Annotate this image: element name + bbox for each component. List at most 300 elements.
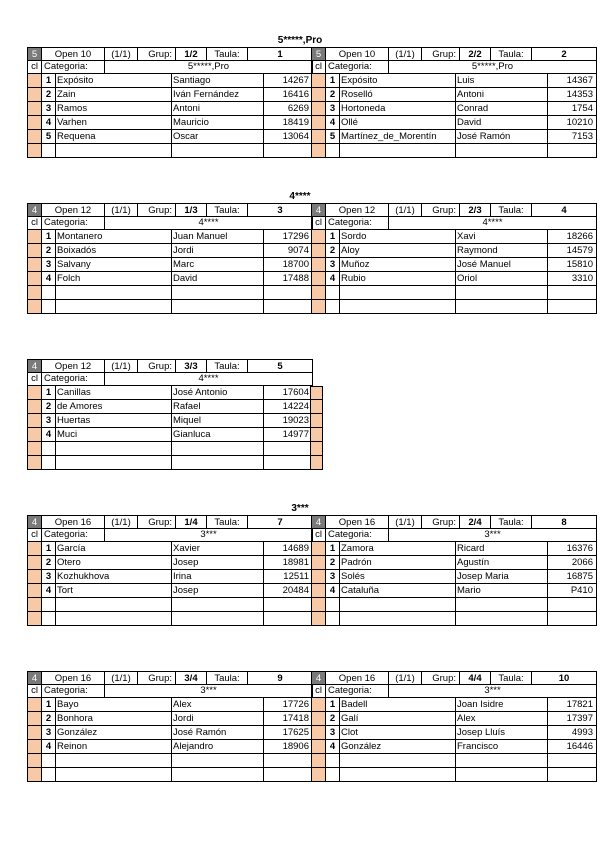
player-name: Josep Maria xyxy=(456,570,548,583)
player-number xyxy=(42,300,56,313)
player-number: 2 xyxy=(42,712,56,725)
classification-cell[interactable] xyxy=(28,230,42,243)
player-number: 2 xyxy=(326,88,340,101)
player-number: 5 xyxy=(42,130,56,143)
taula-value: 5 xyxy=(277,360,283,372)
player-id: 14367 xyxy=(566,75,593,86)
player-name xyxy=(172,598,264,611)
classification-cell[interactable] xyxy=(312,754,326,767)
classification-cell[interactable] xyxy=(312,726,326,739)
player-row xyxy=(311,244,597,258)
player-id: 17488 xyxy=(282,273,309,284)
classification-cell[interactable] xyxy=(28,570,42,583)
classification-cell[interactable] xyxy=(28,598,42,611)
classification-cell[interactable] xyxy=(312,88,326,101)
player-row xyxy=(311,598,597,612)
player-id xyxy=(548,300,596,313)
player-surname: Kozhukhova xyxy=(56,570,172,583)
player-name xyxy=(172,768,264,781)
category-row xyxy=(27,685,313,698)
categoria-label: Categoria: xyxy=(42,61,105,73)
player-row xyxy=(311,712,597,726)
classification-cell[interactable] xyxy=(312,584,326,597)
player-id: 17418 xyxy=(282,713,309,724)
player-name xyxy=(172,612,264,625)
grup-value: 2/4 xyxy=(460,516,491,528)
player-name: Josep Lluís xyxy=(456,726,548,739)
player-surname xyxy=(340,768,456,781)
player-number: 1 xyxy=(42,698,56,711)
player-surname: González xyxy=(56,726,172,739)
player-name: Jordi xyxy=(172,244,264,257)
player-number xyxy=(326,598,340,611)
player-number: 2 xyxy=(326,712,340,725)
player-surname: Varhen xyxy=(56,116,172,129)
player-row xyxy=(27,400,313,414)
player-name: Gianluca xyxy=(172,428,264,441)
classification-cell[interactable] xyxy=(312,698,326,711)
player-id: 14267 xyxy=(282,75,309,86)
taula-value: 10 xyxy=(558,672,570,684)
player-surname: Rubio xyxy=(340,272,456,285)
player-name xyxy=(456,300,548,313)
player-surname xyxy=(56,144,172,157)
classification-cell[interactable] xyxy=(28,102,42,115)
player-name: Ricard xyxy=(456,542,548,555)
level-number: 4 xyxy=(28,360,42,372)
player-name: Juan Manuel xyxy=(172,230,264,243)
group-header xyxy=(311,47,597,61)
group-table xyxy=(27,671,313,782)
player-row xyxy=(27,244,313,258)
player-id xyxy=(264,144,312,157)
player-name: José Ramón xyxy=(456,130,548,143)
cl-label: cl xyxy=(28,529,42,541)
classification-cell[interactable] xyxy=(312,768,326,781)
player-row xyxy=(27,230,313,244)
classification-cell[interactable] xyxy=(28,400,42,413)
classification-cell[interactable] xyxy=(28,130,42,143)
player-id: 19023 xyxy=(282,415,309,426)
classification-cell[interactable] xyxy=(312,598,326,611)
player-surname: Padrón xyxy=(340,556,456,569)
player-name: Luis xyxy=(456,74,548,87)
player-surname: Martínez_de_Morentín xyxy=(340,130,456,143)
player-id: 17296 xyxy=(282,231,309,242)
player-name: Agustín xyxy=(456,556,548,569)
player-row xyxy=(27,740,313,754)
player-number: 1 xyxy=(42,74,56,87)
categoria-label: Categoria: xyxy=(326,217,389,229)
classification-cell[interactable] xyxy=(28,272,42,285)
player-surname xyxy=(56,612,172,625)
open-label: Open 16 xyxy=(326,672,389,684)
player-row xyxy=(311,698,597,712)
player-id xyxy=(548,286,596,299)
classification-cell[interactable] xyxy=(312,272,326,285)
player-id: 14579 xyxy=(566,245,593,256)
player-id xyxy=(264,300,312,313)
category-row xyxy=(311,217,597,230)
classification-cell[interactable] xyxy=(312,542,326,555)
player-row xyxy=(27,556,313,570)
player-id xyxy=(548,144,596,157)
side-cell[interactable] xyxy=(310,400,323,414)
level-number: 4 xyxy=(28,204,42,216)
player-name: José Ramón xyxy=(172,726,264,739)
player-surname xyxy=(56,286,172,299)
player-surname xyxy=(340,754,456,767)
level-number: 5 xyxy=(28,48,42,60)
player-surname: Ollé xyxy=(340,116,456,129)
level-number: 4 xyxy=(312,204,326,216)
player-name: Xavi xyxy=(456,230,548,243)
classification-cell[interactable] xyxy=(312,230,326,243)
player-id: 14977 xyxy=(282,429,309,440)
player-surname xyxy=(56,300,172,313)
grup-value: 1/3 xyxy=(176,204,207,216)
player-id xyxy=(264,598,312,611)
classification-cell[interactable] xyxy=(28,456,42,469)
player-id: 17625 xyxy=(282,727,309,738)
player-number: 3 xyxy=(326,102,340,115)
player-surname xyxy=(56,768,172,781)
player-number: 4 xyxy=(326,584,340,597)
player-number xyxy=(42,598,56,611)
player-number: 2 xyxy=(42,400,56,413)
categoria-label: Categoria: xyxy=(326,61,389,73)
player-surname: Muñoz xyxy=(340,258,456,271)
player-surname: Canillas xyxy=(56,386,172,399)
player-number: 1 xyxy=(326,230,340,243)
cl-label: cl xyxy=(28,373,42,385)
player-id: 17397 xyxy=(566,713,593,724)
classification-cell[interactable] xyxy=(28,442,42,455)
player-number: 4 xyxy=(326,116,340,129)
classification-cell[interactable] xyxy=(312,74,326,87)
player-row xyxy=(27,300,313,314)
player-number xyxy=(42,456,56,469)
player-name xyxy=(456,754,548,767)
player-name: Rafael xyxy=(172,400,264,413)
grup-label: Grup: xyxy=(138,672,176,684)
player-id: 18700 xyxy=(282,259,309,270)
classification-cell[interactable] xyxy=(312,102,326,115)
classification-cell[interactable] xyxy=(312,244,326,257)
classification-cell[interactable] xyxy=(28,754,42,767)
categoria-value: 4**** xyxy=(482,217,503,228)
player-name: Josep xyxy=(172,584,264,597)
categoria-value: 5*****,Pro xyxy=(471,61,514,72)
grup-label: Grup: xyxy=(138,48,176,60)
categoria-value: 3*** xyxy=(484,529,501,540)
player-id xyxy=(264,754,312,767)
player-row xyxy=(27,456,313,470)
group-header xyxy=(311,515,597,529)
grup-label: Grup: xyxy=(422,48,460,60)
classification-cell[interactable] xyxy=(312,130,326,143)
player-id: 9074 xyxy=(287,245,309,256)
taula-value: 9 xyxy=(277,672,283,684)
player-row xyxy=(27,698,313,712)
classification-cell[interactable] xyxy=(28,74,42,87)
classification-cell[interactable] xyxy=(28,300,42,313)
player-number: 3 xyxy=(42,258,56,271)
player-number: 1 xyxy=(42,230,56,243)
classification-cell[interactable] xyxy=(28,698,42,711)
player-number: 4 xyxy=(42,428,56,441)
player-row xyxy=(27,130,313,144)
fraction-label: (1/1) xyxy=(105,516,138,528)
group-header xyxy=(27,47,313,61)
player-row xyxy=(311,116,597,130)
categoria-value: 3*** xyxy=(484,685,501,696)
classification-cell[interactable] xyxy=(28,144,42,157)
classification-cell[interactable] xyxy=(312,740,326,753)
section-title: 3*** xyxy=(291,503,309,514)
level-number: 5 xyxy=(312,48,326,60)
taula-value: 2 xyxy=(561,48,567,60)
classification-cell[interactable] xyxy=(28,726,42,739)
player-surname: de Amores xyxy=(56,400,172,413)
player-id: 1754 xyxy=(571,103,593,114)
player-surname xyxy=(340,612,456,625)
classification-cell[interactable] xyxy=(312,300,326,313)
player-row xyxy=(27,754,313,768)
classification-cell[interactable] xyxy=(28,244,42,257)
player-name: Alex xyxy=(456,712,548,725)
player-row xyxy=(27,88,313,102)
player-name xyxy=(172,754,264,767)
player-row xyxy=(311,300,597,314)
player-id: 16376 xyxy=(566,543,593,554)
player-row xyxy=(27,258,313,272)
open-label: Open 16 xyxy=(42,516,105,528)
player-id: 12511 xyxy=(283,571,309,582)
fraction-label: (1/1) xyxy=(105,360,138,372)
group-table xyxy=(311,203,597,314)
classification-cell[interactable] xyxy=(312,612,326,625)
player-id xyxy=(548,612,596,625)
cl-label: cl xyxy=(312,529,326,541)
category-row xyxy=(27,529,313,542)
open-label: Open 10 xyxy=(42,48,105,60)
side-cell[interactable] xyxy=(310,386,323,400)
categoria-label: Categoria: xyxy=(326,685,389,697)
cl-label: cl xyxy=(28,217,42,229)
player-id: 6269 xyxy=(287,103,309,114)
player-number: 2 xyxy=(42,88,56,101)
player-name xyxy=(172,286,264,299)
player-id: 14689 xyxy=(282,543,309,554)
level-number: 4 xyxy=(312,672,326,684)
group-table xyxy=(27,515,313,626)
grup-label: Grup: xyxy=(422,204,460,216)
player-surname xyxy=(56,598,172,611)
player-number xyxy=(326,300,340,313)
classification-cell[interactable] xyxy=(28,88,42,101)
player-row xyxy=(27,414,313,428)
fraction-label: (1/1) xyxy=(389,204,422,216)
player-name: Iván Fernández xyxy=(172,88,264,101)
classification-cell[interactable] xyxy=(28,740,42,753)
player-row xyxy=(311,286,597,300)
taula-label: Taula: xyxy=(207,48,248,60)
player-row xyxy=(311,88,597,102)
player-row xyxy=(311,556,597,570)
fraction-label: (1/1) xyxy=(389,672,422,684)
group-table xyxy=(27,359,313,470)
player-id: 15810 xyxy=(566,259,593,270)
player-id: 13064 xyxy=(282,131,309,142)
player-surname: Requena xyxy=(56,130,172,143)
classification-cell[interactable] xyxy=(312,712,326,725)
player-row xyxy=(27,428,313,442)
player-id xyxy=(548,768,596,781)
category-row xyxy=(311,685,597,698)
classification-cell[interactable] xyxy=(312,286,326,299)
classification-cell[interactable] xyxy=(312,116,326,129)
classification-cell[interactable] xyxy=(28,428,42,441)
player-id: P410 xyxy=(570,585,593,596)
player-number: 2 xyxy=(326,556,340,569)
player-name xyxy=(172,144,264,157)
classification-cell[interactable] xyxy=(28,556,42,569)
player-name: David xyxy=(456,116,548,129)
classification-cell[interactable] xyxy=(28,414,42,427)
player-id: 16446 xyxy=(566,741,593,752)
classification-cell[interactable] xyxy=(312,258,326,271)
player-row xyxy=(27,272,313,286)
classification-cell[interactable] xyxy=(28,286,42,299)
open-label: Open 10 xyxy=(326,48,389,60)
player-surname xyxy=(56,754,172,767)
classification-cell[interactable] xyxy=(312,556,326,569)
player-name: Mauricio xyxy=(172,116,264,129)
player-surname xyxy=(56,456,172,469)
open-label: Open 12 xyxy=(42,360,105,372)
player-id: 3310 xyxy=(571,273,593,284)
player-number xyxy=(42,144,56,157)
player-surname: Badell xyxy=(340,698,456,711)
player-id xyxy=(264,286,312,299)
player-surname xyxy=(340,286,456,299)
categoria-value: 3*** xyxy=(200,685,217,696)
player-row xyxy=(27,598,313,612)
classification-cell[interactable] xyxy=(28,612,42,625)
classification-cell[interactable] xyxy=(28,386,42,399)
side-cell[interactable] xyxy=(310,442,323,456)
classification-cell[interactable] xyxy=(312,144,326,157)
taula-label: Taula: xyxy=(207,516,248,528)
grup-value: 3/3 xyxy=(176,360,207,372)
player-row xyxy=(311,130,597,144)
player-name: David xyxy=(172,272,264,285)
player-row xyxy=(27,286,313,300)
grup-label: Grup: xyxy=(138,360,176,372)
group-table xyxy=(27,203,313,314)
player-name xyxy=(172,300,264,313)
player-surname: García xyxy=(56,542,172,555)
taula-value: 7 xyxy=(277,516,283,528)
player-id: 2066 xyxy=(571,557,593,568)
player-surname: Ramos xyxy=(56,102,172,115)
player-id xyxy=(548,598,596,611)
player-row xyxy=(27,584,313,598)
classification-cell[interactable] xyxy=(28,258,42,271)
category-row xyxy=(27,217,313,230)
fraction-label: (1/1) xyxy=(389,516,422,528)
player-row xyxy=(27,712,313,726)
player-name xyxy=(456,768,548,781)
player-number: 4 xyxy=(42,272,56,285)
grup-value: 4/4 xyxy=(460,672,491,684)
player-surname: Zamora xyxy=(340,542,456,555)
player-number: 3 xyxy=(42,570,56,583)
player-row xyxy=(27,102,313,116)
categoria-value: 4**** xyxy=(198,373,219,384)
classification-cell[interactable] xyxy=(28,584,42,597)
player-number: 3 xyxy=(42,414,56,427)
player-surname: Sordo xyxy=(340,230,456,243)
player-number xyxy=(42,442,56,455)
player-number: 5 xyxy=(326,130,340,143)
classification-cell[interactable] xyxy=(28,116,42,129)
player-row xyxy=(311,768,597,782)
player-row xyxy=(27,116,313,130)
player-number: 2 xyxy=(42,556,56,569)
player-name: Conrad xyxy=(456,102,548,115)
player-name xyxy=(172,456,264,469)
taula-label: Taula: xyxy=(207,360,248,372)
player-row xyxy=(27,144,313,158)
category-row xyxy=(311,61,597,74)
player-id: 17726 xyxy=(282,699,309,710)
player-name xyxy=(456,144,548,157)
classification-cell[interactable] xyxy=(28,542,42,555)
categoria-label: Categoria: xyxy=(42,685,105,697)
player-id xyxy=(548,754,596,767)
player-id: 18981 xyxy=(282,557,309,568)
open-label: Open 12 xyxy=(42,204,105,216)
player-surname xyxy=(56,442,172,455)
side-cell[interactable] xyxy=(310,456,323,470)
player-name xyxy=(456,612,548,625)
group-header xyxy=(27,515,313,529)
player-number xyxy=(42,768,56,781)
player-id: 14353 xyxy=(566,89,593,100)
player-name: Xavier xyxy=(172,542,264,555)
player-surname: Salvany xyxy=(56,258,172,271)
player-row xyxy=(27,768,313,782)
classification-cell[interactable] xyxy=(28,712,42,725)
classification-cell[interactable] xyxy=(28,768,42,781)
player-row xyxy=(311,74,597,88)
player-surname: Roselló xyxy=(340,88,456,101)
cl-label: cl xyxy=(28,61,42,73)
section-title: 4**** xyxy=(289,191,311,202)
side-cell[interactable] xyxy=(310,414,323,428)
player-surname: Muci xyxy=(56,428,172,441)
player-number: 1 xyxy=(326,542,340,555)
player-number: 4 xyxy=(42,584,56,597)
player-surname: Huertas xyxy=(56,414,172,427)
side-cell[interactable] xyxy=(310,428,323,442)
player-row xyxy=(311,102,597,116)
taula-value: 3 xyxy=(277,204,283,216)
classification-cell[interactable] xyxy=(312,570,326,583)
player-name: Antoni xyxy=(456,88,548,101)
